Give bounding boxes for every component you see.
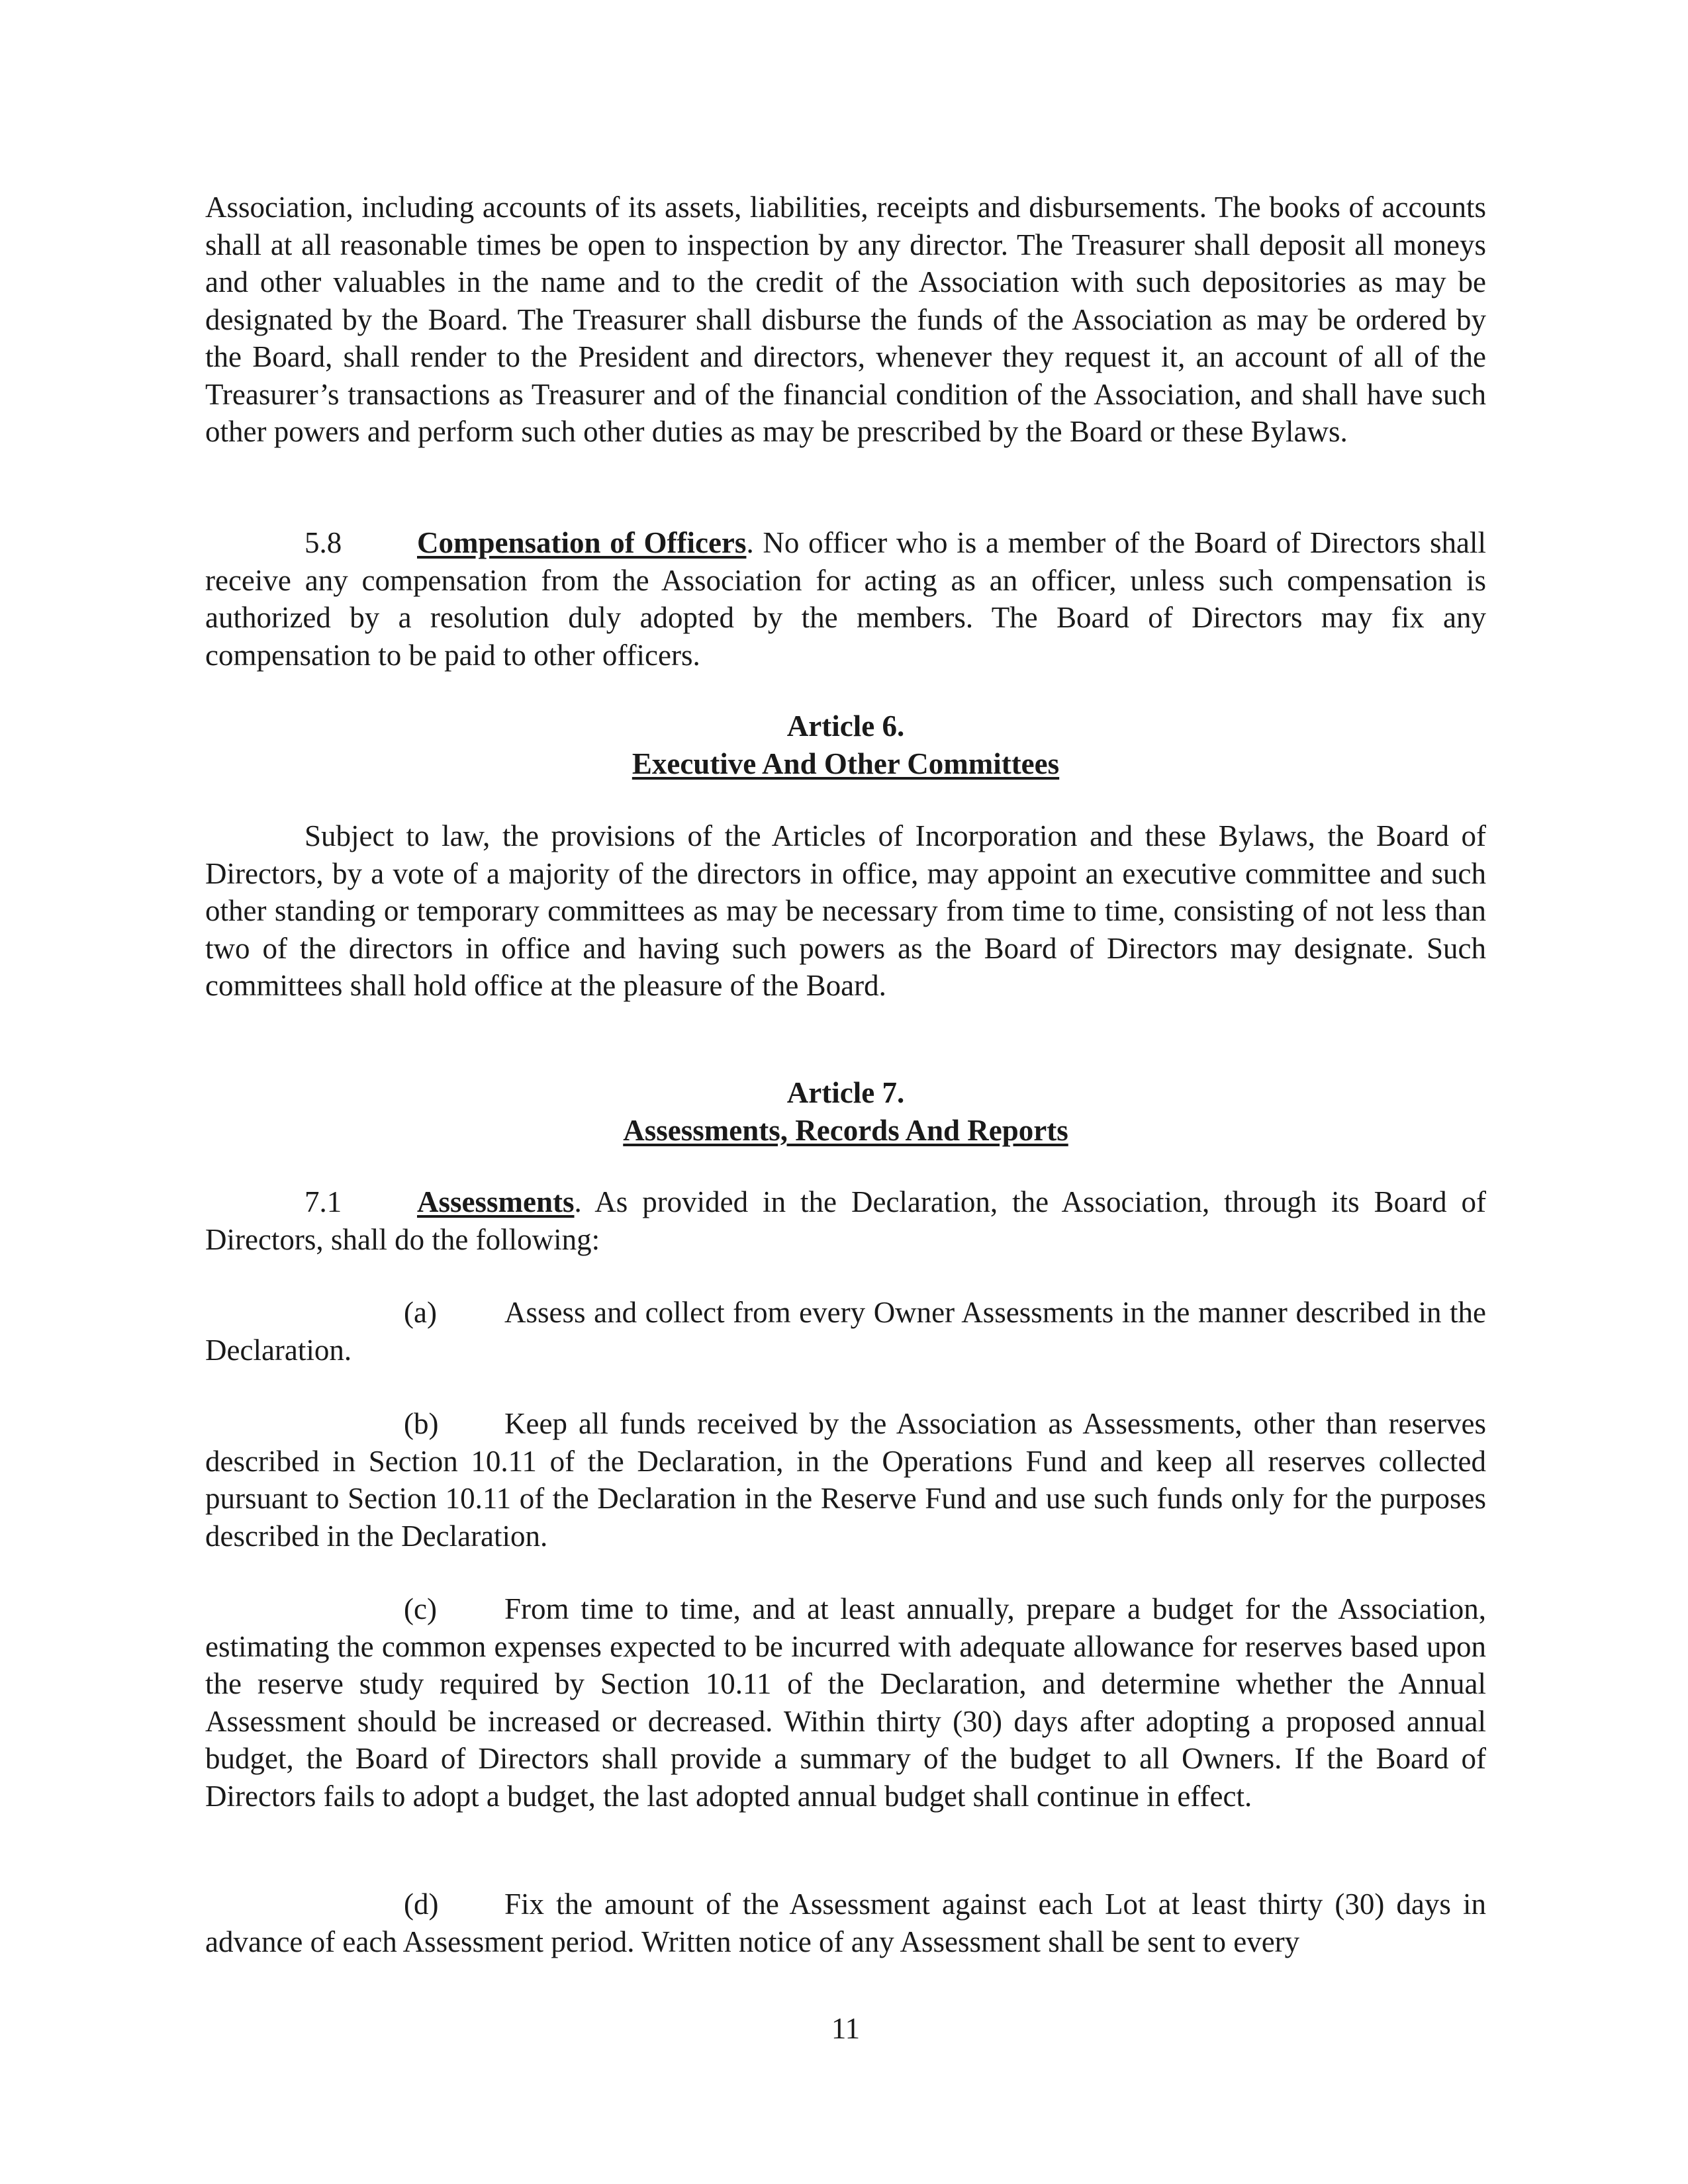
section-5-8-title: Compensation of Officers (417, 526, 747, 559)
article-6-body (205, 817, 1486, 1005)
treasurer-duties-continued (205, 189, 1486, 451)
section-5-8-text: . No officer who is a member of the Board of Directors shall receive any compensation from the Association for acting as an officer, unless such compensation is authorized by a resolution duly adopted by the members. The Board of Directors may fix any compensation to be paid to other officers. (205, 526, 1486, 672)
item-d (205, 1886, 1486, 1960)
section-7-1 (205, 1183, 1486, 1258)
document-page (205, 189, 1486, 2108)
item-a (205, 1294, 1486, 1369)
article-7-heading (205, 1074, 1486, 1149)
article-7-title: Assessments, Records And Reports (623, 1113, 1068, 1147)
treasurer-duties-text: Association, including accounts of its assets, liabilities, receipts and disbursements. The books of accounts shall at all reasonable times be open to inspection by any director. The Treasurer shall deposit all moneys and other valuables in the name and to the credit of the Association with such depositories as may be designated by the Board. The Treasurer shall disburse the funds of the Association as may be ordered by the Board, shall render to the President and directors, whenever they request it, an account of all of the Treasurer’s transactions as Treasurer and of the financial condition of the Association, and shall have such other powers and perform such other duties as may be prescribed by the Board or these Bylaws. (205, 191, 1486, 448)
item-b-label: (b) (404, 1407, 439, 1440)
item-c-text: From time to time, and at least annually, prepare a budget for the Association, estimating the common expenses expected to be incurred with adequate allowance for reserves based upon the reserve study required by Section 10.11 of the Declaration, and determine whether the Annual Assessment should be increased or decreased. Within thirty (30) days after adopting a proposed annual budget, the Board of Directors shall provide a summary of the budget to all Owners. If the Board of Directors fails to adopt a budget, the last adopted annual budget shall continue in effect. (205, 1592, 1486, 1813)
item-b (205, 1405, 1486, 1555)
article-6-body-text: Subject to law, the provisions of the Articles of Incorporation and these Bylaws, the Board of Directors, by a vote of a majority of the directors in office, may appoint an executive committee and such other standing or temporary committees as may be necessary from time to time, consisting of not less than two of the directors in office and having such powers as the Board of Directors may designate. Such committees shall hold office at the pleasure of the Board. (205, 819, 1486, 1002)
section-7-1-text: . As provided in the Declaration, the Association, through its Board of Directors, shall do the following: (205, 1185, 1486, 1256)
item-a-text: Assess and collect from every Owner Assessments in the manner described in the Declaration. (205, 1296, 1486, 1367)
item-d-text: Fix the amount of the Assessment against each Lot at least thirty (30) days in advance of each Assessment period. Written notice of any Assessment shall be sent to every (205, 1888, 1486, 1958)
page-number: 11 (831, 2012, 861, 2045)
article-6-heading (205, 707, 1486, 782)
article-6-title: Executive And Other Committees (632, 747, 1060, 780)
section-7-1-number: 7.1 (305, 1185, 342, 1218)
article-6-label: Article 6. (786, 709, 905, 743)
item-d-label: (d) (404, 1888, 439, 1921)
item-c (205, 1590, 1486, 1815)
section-7-1-title: Assessments (417, 1185, 575, 1218)
section-5-8 (205, 524, 1486, 674)
article-7-label: Article 7. (786, 1076, 905, 1109)
item-c-label: (c) (404, 1592, 437, 1625)
item-b-text: Keep all funds received by the Association as Assessments, other than reserves described in Section 10.11 of the Declaration, in the Operations Fund and keep all reserves collected pursuant to Section 10.11 of the Declaration in the Reserve Fund and use such funds only for the purposes described in the Declaration. (205, 1407, 1486, 1553)
item-a-label: (a) (404, 1296, 437, 1329)
section-5-8-number: 5.8 (305, 526, 342, 559)
